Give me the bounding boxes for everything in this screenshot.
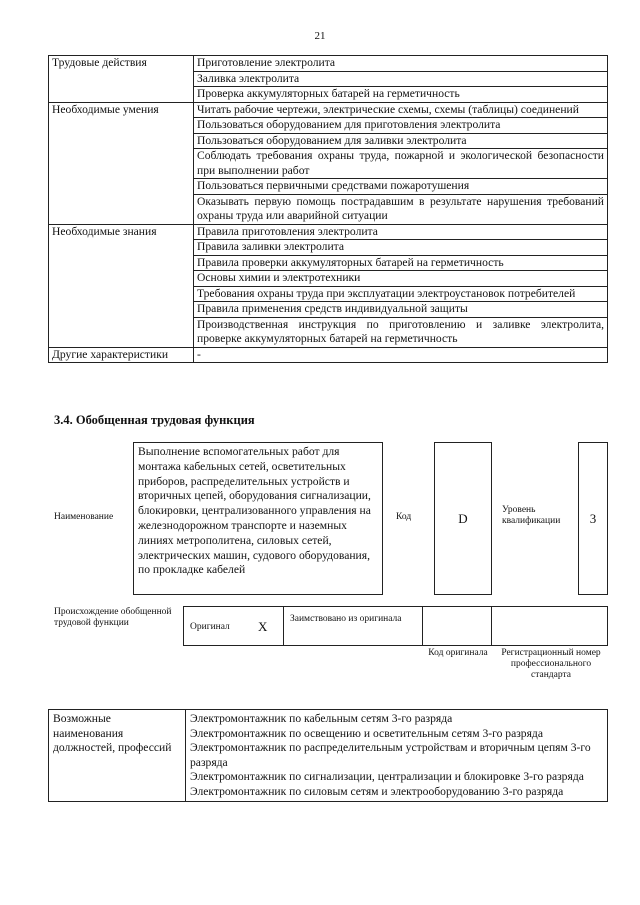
table-cell: Требования охраны труда при эксплуатации электроустановок потребителей	[194, 286, 608, 302]
reg-number-caption: Регистрационный номер профессионального стандарта	[501, 648, 601, 680]
table-cell: Пользоваться оборудованием для заливки электролита	[194, 133, 608, 149]
code-box	[434, 442, 492, 595]
table-cell: Правила приготовления электролита	[194, 224, 608, 240]
table-cell: Основы химии и электротехники	[194, 271, 608, 287]
function-name-box: Выполнение вспомогательных работ для монтажа кабельных сетей, осветительных приборов, распределительных устройств и вторичных цепей, оборудования сигнализации, блокировки, централизованного управления на железнодорожном транспорте и наземных линиях метрополитена, силовых сетей, электрических машин, судового оборудования, по прокладке кабелей	[133, 442, 383, 595]
table-cell: Оказывать первую помощь пострадавшим в результате нарушения требований охраны труда или аварийной ситуации	[194, 194, 608, 224]
code-original-caption: Код оригинала	[428, 648, 488, 658]
row-label: Другие характеристики	[49, 347, 194, 363]
origin-row	[183, 606, 608, 646]
divider	[283, 607, 284, 645]
table-cell: Пользоваться первичными средствами пожаротушения	[194, 179, 608, 195]
table-row	[49, 102, 608, 118]
list-item: Электромонтажник по кабельным сетям 3-го разряда	[190, 712, 453, 725]
code-value: D	[458, 511, 468, 526]
table-cell: Соблюдать требования охраны труда, пожарной и экологической безопасности при выполнении работ	[194, 149, 608, 179]
table-cell: Правила заливки электролита	[194, 240, 608, 256]
divider	[422, 607, 423, 645]
table-row	[49, 347, 608, 363]
positions-table	[48, 709, 608, 802]
table-cell: Производственная инструкция по приготовлению и заливке электролита, проверке аккумуляторных батарей на герметичность	[194, 317, 608, 347]
table-cell: Приготовление электролита	[194, 56, 608, 72]
origin-label: Происхождение обобщенной трудовой функции	[54, 607, 172, 628]
list-item: Электромонтажник по распределительным устройствам и вторичным цепям 3-го разряда	[190, 741, 591, 769]
row-label: Трудовые действия	[49, 56, 194, 103]
original-label: Оригинал	[190, 622, 230, 632]
divider	[491, 607, 492, 645]
name-label: Наименование	[54, 512, 114, 522]
table-cell: Заливка электролита	[194, 71, 608, 87]
table-row	[49, 56, 608, 72]
level-label: Уровень квалификации	[502, 505, 561, 526]
code-label: Код	[396, 512, 412, 522]
table-cell: Пользоваться оборудованием для приготовления электролита	[194, 118, 608, 134]
list-item: Электромонтажник по освещению и осветительным сетям 3-го разряда	[190, 726, 543, 740]
table-row	[49, 710, 608, 802]
list-item: Электромонтажник по сигнализации, централизации и блокировке 3-го разряда	[190, 770, 584, 783]
section-heading: 3.4. Обобщенная трудовая функция	[54, 413, 255, 427]
borrowed-label: Заимствовано из оригинала	[290, 614, 402, 624]
list-item: Электромонтажник по силовым сетям и электрооборудованию 3-го разряда	[190, 784, 564, 798]
table-row	[49, 224, 608, 240]
level-value: 3	[589, 511, 597, 526]
row-label: Необходимые умения	[49, 102, 194, 224]
table-cell: -	[194, 347, 608, 363]
level-box	[578, 442, 608, 595]
positions-list-cell	[186, 710, 608, 802]
row-label: Необходимые знания	[49, 224, 194, 347]
table-cell: Правила применения средств индивидуальной защиты	[194, 302, 608, 318]
page-number: 21	[314, 30, 326, 42]
original-mark: X	[258, 619, 268, 634]
table-cell: Проверка аккумуляторных батарей на герметичность	[194, 87, 608, 103]
work-actions-table	[48, 55, 608, 363]
positions-label: Возможные наименования должностей, профессий	[49, 710, 186, 802]
table-cell: Правила проверки аккумуляторных батарей на герметичность	[194, 255, 608, 271]
table-cell: Читать рабочие чертежи, электрические схемы, схемы (таблицы) соединений	[194, 102, 608, 118]
